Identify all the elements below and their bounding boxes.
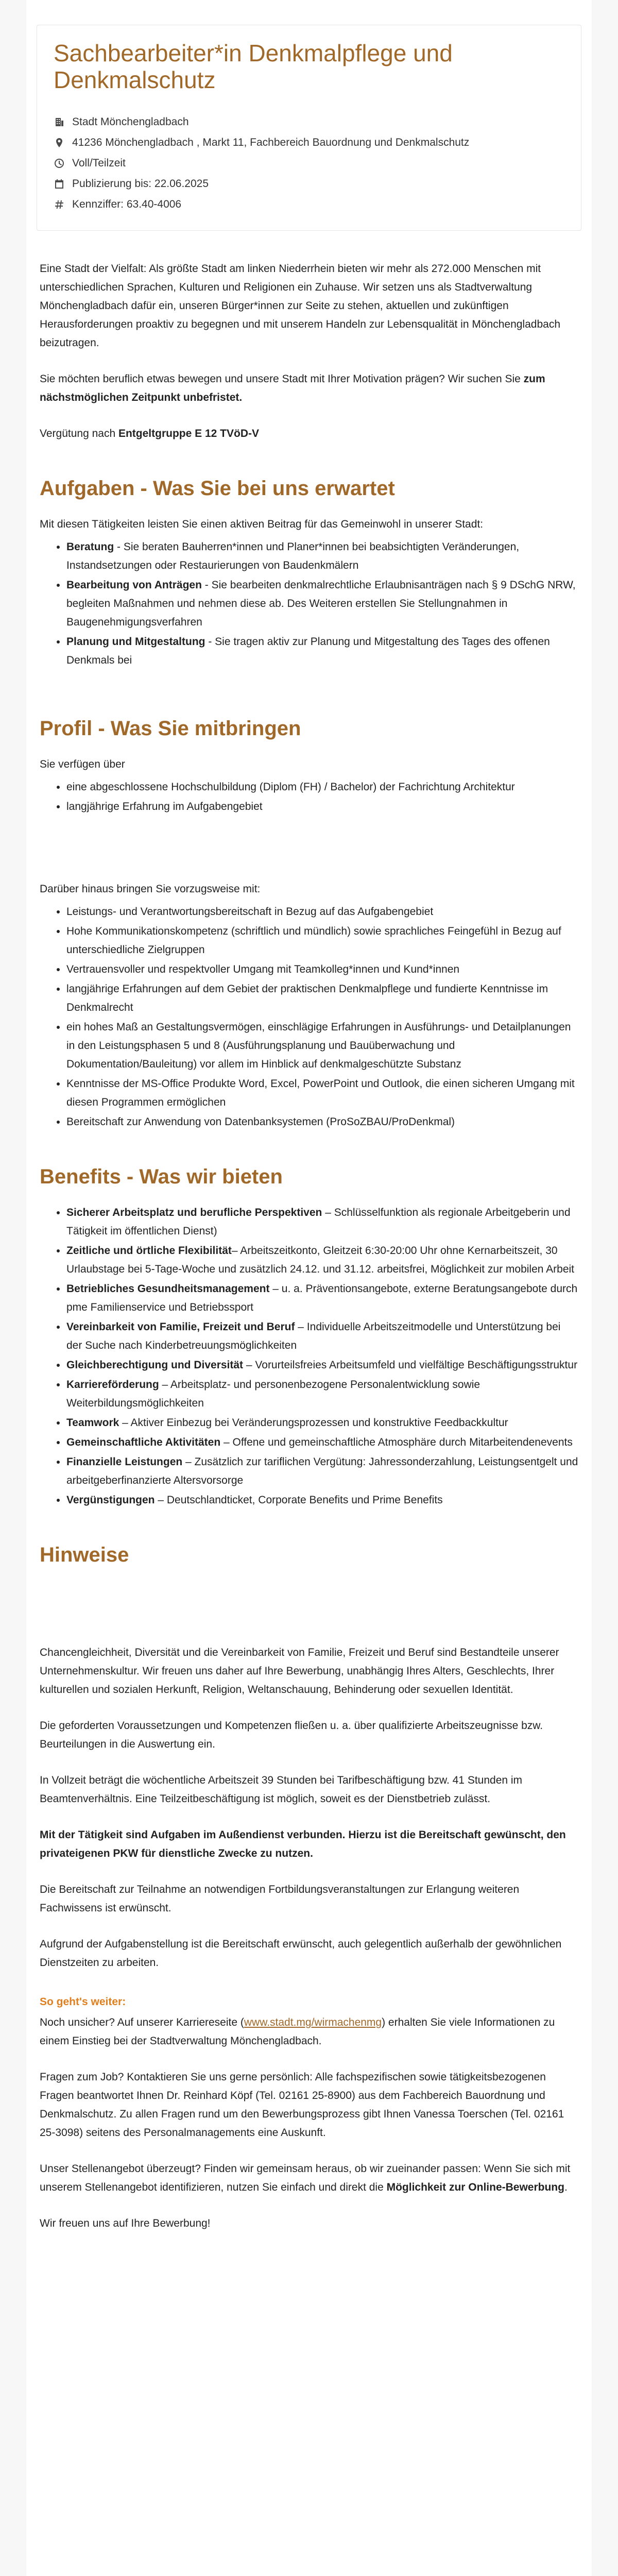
location-text: 41236 Mönchengladbach , Markt 11, Fachbereich Bauordnung und Denkmalschutz: [72, 137, 470, 148]
career-page-text-after: ) erhalten Sie viele Informationen zu einem Einstieg bei der Stadtverwaltung Mönchengladbach.: [40, 2016, 555, 2047]
contact-paragraph: Fragen zum Job? Kontaktieren Sie uns gerne persönlich: Alle fachspezifischen sowie tätigkeitsbezogenen Fragen beantwortet Ihnen Dr. Reinhard Köpf (Tel. 02161 25-8900) aus dem Fachbereich Bauordnung und Denkmalschutz. Zu allen Fragen rund um den Bewerbungsprozess gibt Ihnen Vanessa Toerschen (Tel. 02161 25-3098) seitens des Personalmanagements eine Auskunft.: [40, 2071, 564, 2139]
list-item: [66, 1356, 578, 1375]
salary-paragraph: [40, 425, 578, 443]
list-item: • Vertrauensvoller und respektvoller Umgang mit Teamkolleg*innen und Kund*innen: [66, 960, 578, 979]
list-item-title: Bearbeitung von Anträgen: [66, 579, 202, 591]
career-page-paragraph: [40, 2013, 578, 2050]
list-item-title: Gemeinschaftliche Aktivitäten: [66, 1436, 221, 1448]
job-header-card: [37, 25, 581, 231]
publish-date-row: [54, 174, 564, 194]
intro-paragraph: Eine Stadt der Vielfalt: Als größte Stadt am linken Niederrhein bieten wir mehr als 272.000 Menschen mit unterschiedlichen Sprachen, Kulturen und Religionen ein Zuhause. Wir setzen uns als Stadtverwaltung Mönchengladbach dafür ein, unseren Bürger*innen zur Seite zu stehen, aktuellen und zukünftigen Herausforderungen proaktiv zu begegnen und mit unserem Handeln zur Lebensqualität in Mönchengladbach beizutragen.: [40, 263, 560, 349]
list-item-text: - Sie bearbeiten denkmalrechtliche Erlaubnisanträgen nach § 9 DSchG NRW, begleiten Maßnahmen und nehmen diese ab. Des Weiteren erstellen Sie Stellungnahmen in Baugenehmigungsverfahren: [66, 579, 576, 628]
profile-requirements-list: [40, 778, 578, 816]
field-service-paragraph: [40, 1826, 578, 1863]
list-item: [66, 1318, 578, 1355]
profile-lead-2: Darüber hinaus bringen Sie vorzugsweise mit:: [40, 883, 261, 895]
list-item: [66, 1414, 578, 1432]
list-item-text: – Zusätzlich zur tariflichen Vergütung: Jahressonderzahlung, Leistungsentgelt und arbeitgeberfinanzierte Altersvorsorge: [66, 1456, 578, 1486]
job-description: [26, 231, 592, 2292]
start-date-text: zum nächstmöglichen Zeitpunkt unbefristet.: [40, 373, 545, 403]
publish-date-text: Publizierung bis: 22.06.2025: [72, 178, 209, 190]
list-item-title: Teamwork: [66, 1417, 119, 1429]
list-item-text: – Individuelle Arbeitszeitmodelle und Unterstützung bei der Suche nach Kinderbetreuungsmöglichkeiten: [66, 1321, 561, 1351]
tasks-lead: Mit diesen Tätigkeiten leisten Sie einen aktiven Beitrag für das Gemeinwohl in unserer Stadt:: [40, 518, 484, 530]
list-item-text: – Offene und gemeinschaftliche Atmosphäre durch Mitarbeitendenevents: [220, 1436, 573, 1448]
apply-text-after: .: [564, 2181, 568, 2193]
list-item-title: Betriebliches Gesundheitsmanagement: [66, 1283, 270, 1295]
job-posting-page: [26, 0, 592, 2576]
tasks-list: [40, 538, 578, 670]
career-page-text-before: Noch unsicher? Auf unserer Karriereseite (: [40, 2016, 244, 2028]
list-item: • Hohe Kommunikationskompetenz (schriftlich und mündlich) sowie sprachliches Feingefühl in Bezug auf unterschiedliche Zielgruppen: [66, 922, 578, 959]
list-item-title: Finanzielle Leistungen: [66, 1456, 183, 1468]
list-item: [66, 633, 578, 670]
spacer: [40, 1582, 578, 1643]
working-hours-paragraph: In Vollzeit beträgt die wöchentliche Arbeitszeit 39 Stunden bei Tarifbeschäftigung bzw. 41 Stunden im Beamtenverhältnis. Eine Teilzeitbeschäftigung ist möglich, soweit es der Dienstbetrieb zulässt.: [40, 1774, 523, 1805]
location-row: [54, 132, 564, 153]
list-item: [66, 1433, 578, 1452]
career-page-link[interactable]: www.stadt.mg/wirmachenmg: [244, 2016, 382, 2028]
hash-icon: [54, 199, 65, 210]
field-service-text: Mit der Tätigkeit sind Aufgaben im Außendienst verbunden. Hierzu ist die Bereitschaft gewünscht, den privateigenen PKW für dienstliche Zwecke zu nutzen.: [40, 1829, 566, 1859]
list-item: • langjährige Erfahrungen auf dem Gebiet der praktischen Denkmalpflege und fundierte Kenntnisse im Denkmalrecht: [66, 980, 578, 1017]
apply-paragraph: [40, 2160, 578, 2197]
list-item: [66, 1453, 578, 1490]
list-item-text: – Aktiver Einbezug bei Veränderungsprozessen und konstruktive Feedbackkultur: [119, 1417, 508, 1429]
list-item-text: – Schlüsselfunktion als regionale Arbeitgeberin und Tätigkeit im öffentlichen Dienst): [66, 1207, 571, 1237]
list-item-text: – Arbeitszeitkonto, Gleitzeit 6:30-20:00 Uhr ohne Kernarbeitszeit, 30 Urlaubstage bei 5-Tage-Woche und zusätzlich 24.12. und 31.12. arbeitsfrei, Möglichkeit zur mobilen Arbeit: [66, 1245, 574, 1275]
diversity-paragraph: Chancengleichheit, Diversität und die Vereinbarkeit von Familie, Freizeit und Beruf sind Bestandteile unserer Unternehmenskultur. Wir freuen uns daher auf Ihre Bewerbung, unabhängig Ihres Alters, Geschlechts, Ihrer kulturellen und sozialen Herkunft, Religion, Weltanschauung, Behinderung oder sexuellen Identität.: [40, 1647, 559, 1696]
list-item: [66, 1242, 578, 1279]
reference-row: [54, 194, 564, 215]
list-item-title: Vergünstigungen: [66, 1494, 155, 1506]
employment-type-text: Voll/Teilzeit: [72, 157, 126, 169]
list-item: • Kenntnisse der MS-Office Produkte Word, Excel, PowerPoint und Outlook, die einen sicheren Umgang mit diesen Programmen ermöglichen: [66, 1075, 578, 1112]
motivation-text: Sie möchten beruflich etwas bewegen und unsere Stadt mit Ihrer Motivation prägen? Wir suchen Sie: [40, 373, 524, 385]
list-item-text: – Vorurteilsfreies Arbeitsumfeld und vielfältige Beschäftigungsstruktur: [243, 1359, 578, 1371]
employer-name: Stadt Mönchengladbach: [72, 116, 189, 128]
list-item-text: - Sie tragen aktiv zur Planung und Mitgestaltung des Tages des offenen Denkmals bei: [66, 636, 550, 666]
list-item: [66, 1491, 578, 1510]
references-paragraph: Die geforderten Voraussetzungen und Kompetenzen fließen u. a. über qualifizierte Arbeitszeugnisse bzw. Beurteilungen in die Auswertung ein.: [40, 1720, 543, 1750]
spacer: [40, 834, 578, 880]
training-paragraph: Die Bereitschaft zur Teilnahme an notwendigen Fortbildungsveranstaltungen zur Erlangung weiteren Fachwissens ist erwünscht.: [40, 1884, 520, 1914]
apply-text-before: Unser Stellenangebot überzeugt? Finden wir gemeinsam heraus, ob wir zueinander passen: Wenn Sie sich mit unserem Stellenangebot identifizieren, nutzen Sie einfach und direkt die: [40, 2163, 571, 2193]
list-item-text: – Arbeitsplatz- und personenbezogene Personalentwicklung sowie Weiterbildungsmöglichkeiten: [66, 1379, 480, 1409]
job-title: Sachbearbeiter*in Denkmalpflege und Denkmalschutz: [54, 40, 453, 93]
list-item-title: Beratung: [66, 541, 114, 553]
clock-icon: [54, 158, 65, 169]
profile-heading: Profil - Was Sie mitbringen: [40, 717, 301, 740]
notes-heading: Hinweise: [40, 1544, 129, 1566]
next-steps-heading: So geht's weiter:: [40, 1996, 126, 2008]
list-item: • langjährige Erfahrung im Aufgabengebiet: [66, 798, 578, 816]
list-item: [66, 1280, 578, 1317]
salary-label: Vergütung nach: [40, 428, 118, 439]
list-item-text: - Sie beraten Bauherren*innen und Planer*innen bei beabsichtigten Veränderungen, Instandsetzungen oder Restaurierungen von Baudenkmälern: [66, 541, 520, 571]
flexible-hours-paragraph: Aufgrund der Aufgabenstellung ist die Bereitschaft erwünscht, auch gelegentlich außerhalb der gewöhnlichen Dienstzeiten zu arbeiten.: [40, 1938, 562, 1969]
building-icon: [54, 116, 65, 128]
tasks-heading: Aufgaben - Was Sie bei uns erwartet: [40, 477, 395, 500]
online-application-text: Möglichkeit zur Online-Bewerbung: [386, 2181, 564, 2193]
list-item: [66, 1204, 578, 1241]
map-marker-icon: [54, 137, 65, 148]
profile-lead: Sie verfügen über: [40, 758, 125, 770]
list-item-title: Vereinbarkeit von Familie, Freizeit und Beruf: [66, 1321, 295, 1333]
list-item: [66, 538, 578, 575]
list-item-title: Planung und Mitgestaltung: [66, 636, 205, 648]
profile-preferred-list: [40, 903, 578, 1131]
calendar-icon: [54, 178, 65, 190]
list-item-title: Zeitliche und örtliche Flexibilität: [66, 1245, 232, 1257]
list-item: • ein hohes Maß an Gestaltungsvermögen, einschlägige Erfahrungen in Ausführungs- und Detailplanungen in den Leistungsphasen 5 und 8 (Ausführungsplanung und Bauüberwachung und Dokumentation/Bauleitung) vor allem im Hinblick auf denkmalgeschützte Substanz: [66, 1018, 578, 1074]
list-item: • Leistungs- und Verantwortungsbereitschaft in Bezug auf das Aufgabengebiet: [66, 903, 578, 921]
salary-group: Entgeltgruppe E 12 TVöD-V: [118, 428, 259, 439]
list-item: • Bereitschaft zur Anwendung von Datenbanksystemen (ProSoZBAU/ProDenkmal): [66, 1113, 578, 1131]
closing-paragraph: Wir freuen uns auf Ihre Bewerbung!: [40, 2217, 211, 2229]
list-item: [66, 1376, 578, 1413]
reference-text: Kennziffer: 63.40-4006: [72, 198, 182, 210]
employment-type-row: [54, 153, 564, 174]
list-item-title: Sicherer Arbeitsplatz und berufliche Perspektiven: [66, 1207, 322, 1218]
list-item: • eine abgeschlossene Hochschulbildung (Diplom (FH) / Bachelor) der Fachrichtung Architektur: [66, 778, 578, 796]
benefits-list: [40, 1204, 578, 1510]
list-item: [66, 576, 578, 632]
benefits-heading: Benefits - Was wir bieten: [40, 1165, 283, 1188]
list-item-text: – Deutschlandticket, Corporate Benefits und Prime Benefits: [154, 1494, 443, 1506]
employer-row: [54, 112, 564, 132]
motivation-paragraph: [40, 370, 578, 407]
list-item-title: Karriereförderung: [66, 1379, 159, 1391]
list-item-text: – u. a. Präventionsangebote, externe Beratungsangebote durch pme Familienservice und Betriebssport: [66, 1283, 578, 1313]
list-item-title: Gleichberechtigung und Diversität: [66, 1359, 244, 1371]
